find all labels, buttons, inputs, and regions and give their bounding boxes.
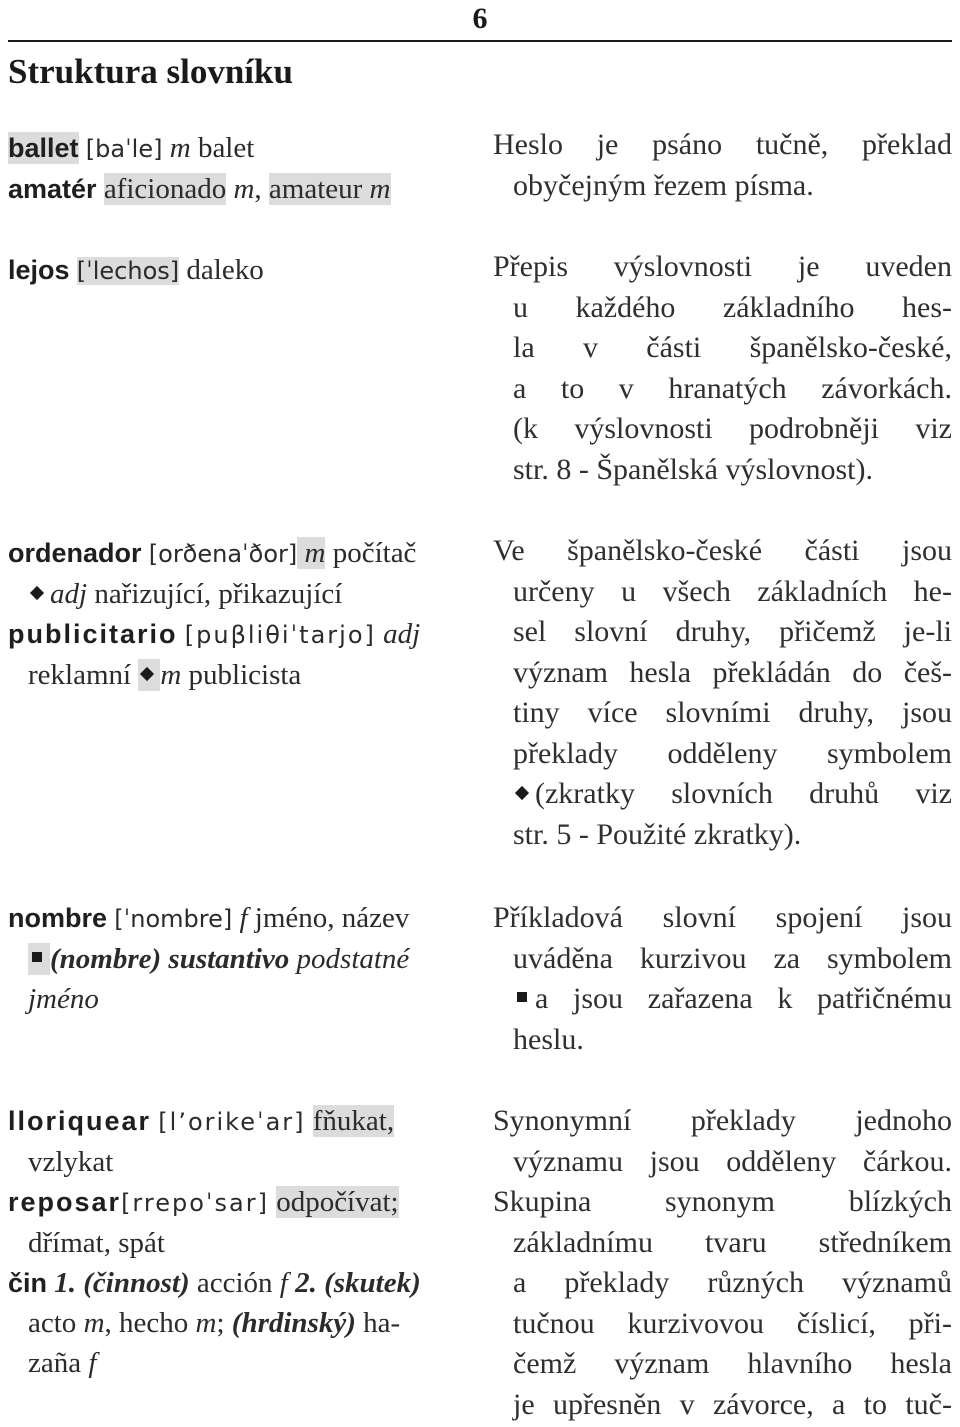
headword: ordenador (8, 538, 142, 568)
entry-publicitario-m (8, 655, 476, 695)
translation: fňukat, (312, 1105, 395, 1137)
entry-ordenador (8, 533, 476, 574)
headword: nombre (8, 903, 108, 933)
translation: odpočívat; (276, 1186, 399, 1218)
explanation-line: uváděna kurzivou za symbolem (513, 941, 952, 975)
headword: publicitario (8, 619, 178, 649)
diamond-icon (515, 786, 529, 800)
explanation-line: Skupina synonym blízkých (493, 1185, 952, 1218)
diamond-icon (140, 667, 154, 681)
pronunciation: [orðenaˈðor] (148, 540, 298, 568)
headword: lejos (8, 255, 70, 285)
headword: amatér (8, 174, 97, 204)
sense-number: 2. (295, 1267, 317, 1299)
explanation-line: významu jsou odděleny čárkou. (513, 1144, 952, 1178)
example-word-classes (8, 533, 476, 695)
word-class: m (233, 173, 255, 205)
translation: acción (196, 1267, 273, 1299)
sense-context: (skutek) (324, 1267, 421, 1299)
entry-cin (8, 1263, 476, 1303)
translation: balet (197, 132, 255, 164)
translation: jméno, název (254, 902, 410, 934)
headword: čin (8, 1268, 48, 1298)
explanation-line: určeny u všech základních he- (513, 574, 952, 608)
explanation-synonyms (493, 1101, 952, 1425)
pronunciation: [ˈnombre] (114, 905, 233, 933)
word-class: m (169, 132, 191, 164)
example-nombre (8, 898, 476, 1019)
word-class: f (279, 1267, 288, 1299)
explanation-line: je upřesněn v závorce, a to tuč- (513, 1387, 952, 1421)
word-class: m (304, 537, 326, 569)
explanation-examples (493, 898, 952, 1060)
word-class: adj (50, 578, 88, 610)
entry-lloriquear (8, 1101, 476, 1142)
explanation-line: a překlady různých významů (513, 1266, 952, 1299)
square-icon (517, 992, 527, 1002)
headword: lloriquear (8, 1106, 152, 1136)
explanation-line: základnímu tvaru středníkem (513, 1225, 952, 1259)
pronunciation: [rrepoˈsar] (121, 1189, 269, 1217)
word-class: adj (383, 618, 421, 650)
explanation-line-with-square (493, 979, 952, 1020)
explanation-line: čemž význam hlavního hesla (513, 1347, 952, 1380)
sense-number: 1. (54, 1267, 77, 1299)
explanation-line: str. 8 - Španělská výslovnost). (513, 452, 873, 486)
word-class: m (83, 1307, 105, 1339)
explanation-line-text: a jsou zařazena k patřičnému (535, 982, 952, 1015)
entry-cin-line2 (8, 1303, 476, 1343)
explanation-line: obyčejným řezem písma. (513, 168, 814, 202)
explanation-line: sel slovní druhy, přičemž je-li (513, 615, 952, 648)
explanation-line-with-diamond (493, 774, 952, 815)
translation: publicista (188, 659, 302, 691)
word-class: f (88, 1347, 97, 1379)
explanation-line: str. 5 - Použité zkratky). (513, 817, 802, 851)
diamond-icon (30, 586, 44, 600)
entry-nombre-example (8, 939, 476, 979)
page-title: Struktura slovníku (8, 52, 293, 91)
explanation-line-text: (zkratky slovních druhů viz (535, 777, 952, 810)
entry-publicitario (8, 614, 476, 655)
pronunciation: [puβliθiˈtarjo] (184, 621, 376, 649)
header-rule (8, 40, 952, 42)
explanation-line: la v části španělsko-české, (513, 331, 952, 364)
example-phrase: (nombre) sustantivo (50, 943, 290, 975)
page-number: 6 (472, 2, 488, 35)
explanation-line: Přepis výslovnosti je uveden (493, 250, 952, 283)
translation: aficionado (103, 173, 227, 205)
translation: nařizující, přikazující (94, 578, 343, 610)
explanation-line: tiny více slovními druhy, jsou (513, 696, 952, 729)
entry-ballet (8, 128, 476, 169)
explanation-line: Heslo je psáno tučně, překlad (493, 128, 952, 161)
translation-cont: dřímat, spát (28, 1227, 165, 1259)
example-translation: podstatné (296, 943, 410, 975)
entry-reposar (8, 1182, 476, 1223)
translation: , hecho (104, 1307, 189, 1339)
entry-ordenador-adj (8, 574, 476, 614)
example-ballet-amater (8, 128, 476, 209)
pronunciation: [lʼorikeˈar] (158, 1108, 306, 1136)
translation: ha- (363, 1307, 401, 1339)
word-class: m (195, 1307, 217, 1339)
explanation-line: Ve španělsko-české části jsou (493, 534, 952, 567)
sense-context: (činnost) (83, 1267, 190, 1299)
comma: , (254, 173, 262, 205)
word-class: m (160, 659, 182, 691)
explanation-line: Synonymní překlady jednoho (493, 1104, 952, 1137)
explanation-line: překlady odděleny symbolem (513, 736, 952, 770)
pronunciation: [ˈlechos] (76, 257, 180, 285)
explanation-line: heslu. (513, 1022, 584, 1056)
explanation-line: tučnou kurzivovou číslicí, při- (513, 1306, 952, 1340)
explanation-word-classes (493, 531, 952, 855)
translation-cont: vzlykat (28, 1146, 114, 1178)
translation: acto (28, 1307, 77, 1339)
entry-amater (8, 169, 476, 209)
headword: ballet (8, 133, 79, 163)
word-class: f (239, 902, 248, 934)
explanation-pronunciation (493, 247, 952, 490)
square-icon (32, 952, 42, 962)
translation: zaña (28, 1347, 82, 1379)
entry-lejos (8, 250, 476, 291)
explanation-line: (k výslovnosti podrobněji viz (513, 412, 952, 445)
explanation-line: u každého základního hes- (513, 290, 952, 324)
example-synonyms (8, 1101, 476, 1383)
explanation-line: Příkladová slovní spojení jsou (493, 901, 952, 934)
pronunciation: [baˈle] (85, 135, 163, 163)
translation: amateur (268, 173, 363, 205)
explanation-line: a to v hranatých závorkách. (513, 371, 952, 405)
translation: reklamní (28, 659, 132, 691)
word-class: m (369, 173, 391, 205)
example-lejos (8, 250, 476, 291)
entry-cin-line3 (8, 1343, 476, 1383)
translation: daleko (186, 254, 264, 286)
example-translation-cont: jméno (28, 983, 99, 1015)
explanation-headword (493, 125, 952, 206)
sense-context: (hrdinský) (231, 1307, 356, 1339)
translation: počítač (332, 537, 417, 569)
explanation-line: význam hesla překládán do češ- (513, 655, 952, 689)
semicolon: ; (216, 1307, 225, 1339)
headword: reposar (8, 1187, 122, 1217)
entry-nombre (8, 898, 476, 939)
